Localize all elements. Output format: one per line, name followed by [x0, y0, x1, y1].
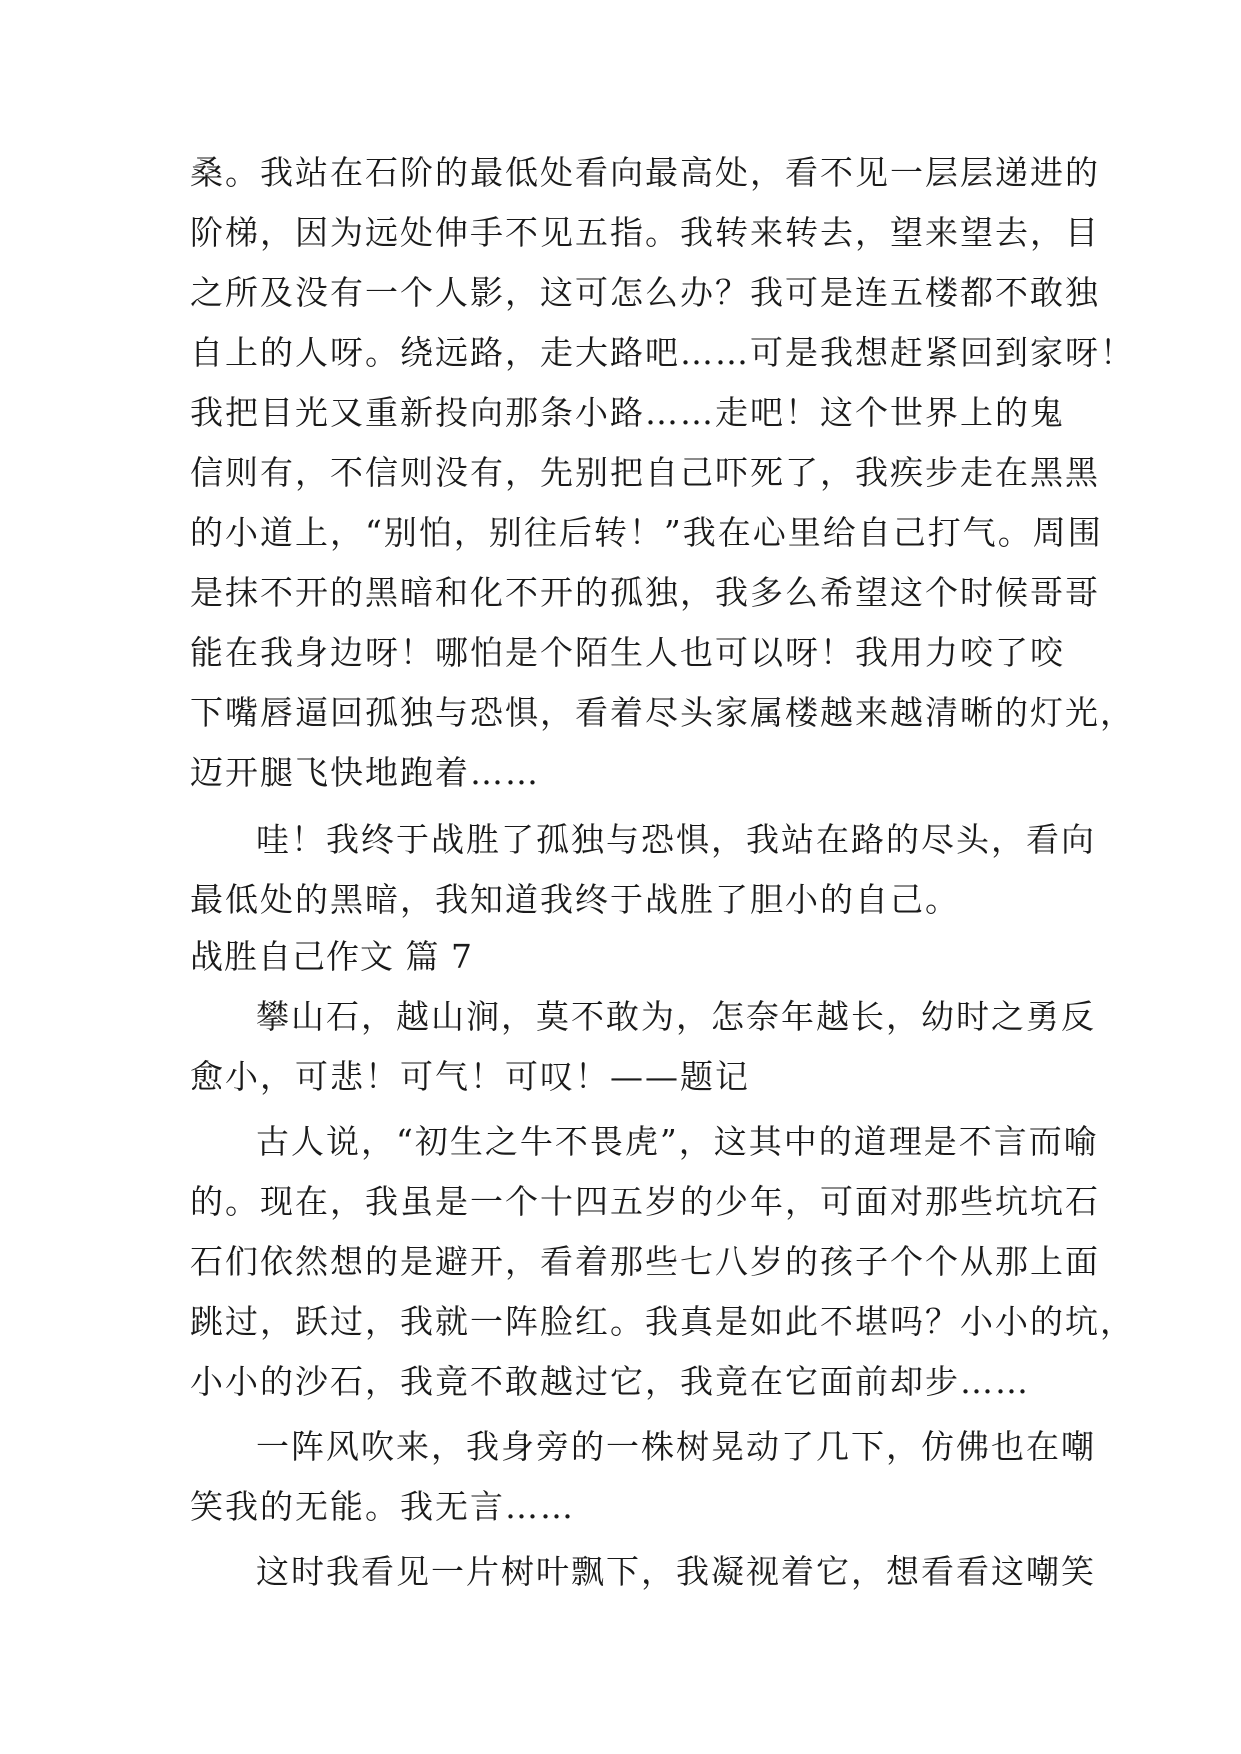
text-line: 信则有，不信则没有，先别把自己吓死了，我疾步走在黑黑	[190, 453, 1100, 492]
text-line: 桑。我站在石阶的最低处看向最高处，看不见一层层递进的	[190, 153, 1100, 192]
paragraph-start-line: 一阵风吹来，我身旁的一株树晃动了几下，仿佛也在嘲	[256, 1427, 1096, 1466]
text-line: 石们依然想的是避开，看着那些七八岁的孩子个个从那上面	[190, 1242, 1100, 1281]
text-line: 下嘴唇逼回孤独与恐惧，看着尽头家属楼越来越清晰的灯光，	[190, 693, 1135, 732]
text-line: 跳过，跃过，我就一阵脸红。我真是如此不堪吗？小小的坑，	[190, 1302, 1135, 1341]
text-line: 迈开腿飞快地跑着……	[190, 753, 540, 792]
paragraph-start-line: 攀山石，越山涧，莫不敢为，怎奈年越长，幼时之勇反	[256, 997, 1096, 1036]
text-line: 小小的沙石，我竟不敢越过它，我竟在它面前却步……	[190, 1362, 1030, 1401]
text-line: 之所及没有一个人影，这可怎么办？我可是连五楼都不敢独	[190, 273, 1100, 312]
text-line: 我把目光又重新投向那条小路……走吧！这个世界上的鬼	[190, 393, 1065, 432]
text-line: 是抹不开的黑暗和化不开的孤独，我多么希望这个时候哥哥	[190, 573, 1100, 612]
text-line: 能在我身边呀！哪怕是个陌生人也可以呀！我用力咬了咬	[190, 633, 1065, 672]
paragraph-start-line: 哇！我终于战胜了孤独与恐惧，我站在路的尽头，看向	[256, 820, 1096, 859]
text-line: 最低处的黑暗，我知道我终于战胜了胆小的自己。	[190, 880, 960, 919]
text-line: 阶梯，因为远处伸手不见五指。我转来转去，望来望去，目	[190, 213, 1100, 252]
text-line: 笑我的无能。我无言……	[190, 1487, 575, 1526]
paragraph-start-line: 这时我看见一片树叶飘下，我凝视着它，想看看这嘲笑	[256, 1552, 1096, 1591]
text-line: 愈小，可悲！可气！可叹！——题记	[190, 1057, 750, 1096]
text-line: 自上的人呀。绕远路，走大路吧……可是我想赶紧回到家呀！	[190, 333, 1135, 372]
text-line: 的。现在，我虽是一个十四五岁的少年，可面对那些坑坑石	[190, 1182, 1100, 1221]
paragraph-start-line: 古人说，“初生之牛不畏虎”，这其中的道理是不言而喻	[256, 1122, 1099, 1161]
text-line: 的小道上，“别怕，别往后转！”我在心里给自己打气。周围	[190, 513, 1103, 552]
section-heading: 战胜自己作文 篇 7	[190, 937, 473, 976]
